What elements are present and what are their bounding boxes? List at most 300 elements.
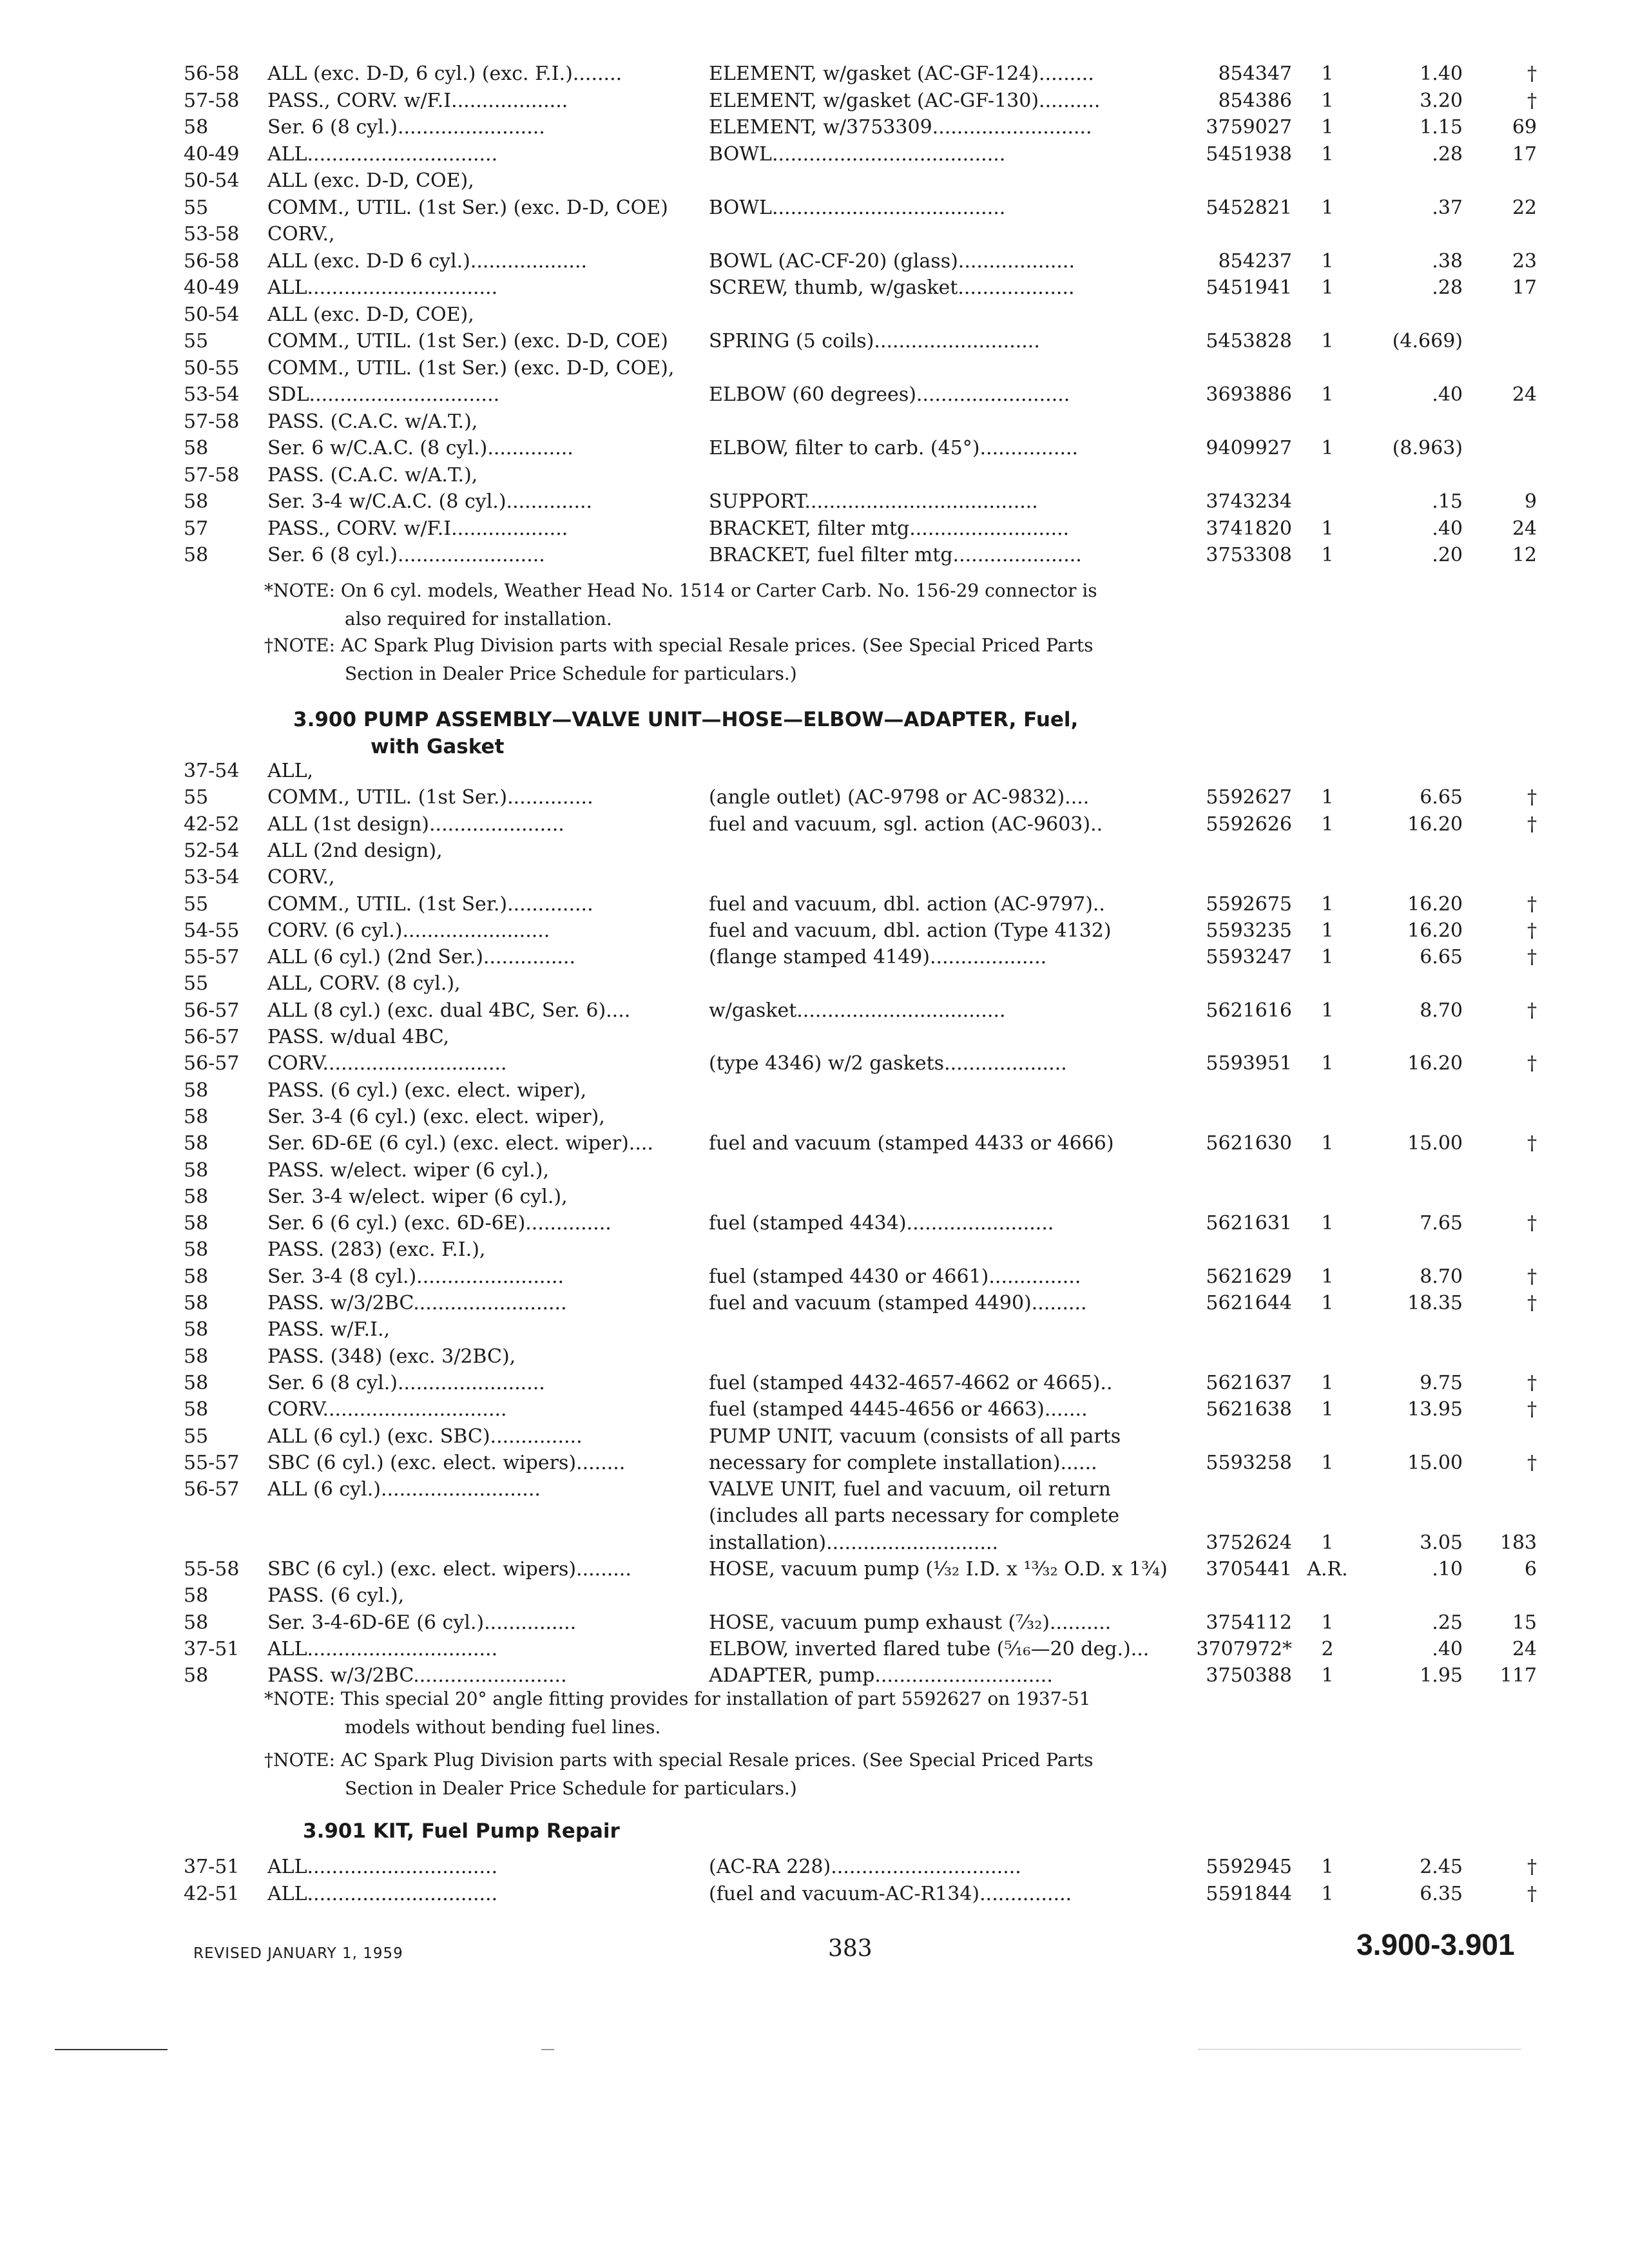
table-row (0, 356, 1629, 381)
cell-qty: 1 (1321, 1212, 1334, 1235)
cell-app: CORV., (267, 866, 335, 889)
cell-year: 40-49 (184, 276, 240, 299)
cell-qty: 1 (1321, 1883, 1334, 1905)
cell-app: Ser. 3-4 w/elect. wiper (6 cyl.), (267, 1185, 568, 1208)
cell-price: .25 (1432, 1611, 1463, 1634)
cell-desc: HOSE, vacuum pump (¹⁄₃₂ I.D. x ¹³⁄₃₂ O.D. x 1³⁄₄) (709, 1558, 1168, 1581)
cell-price: 7.65 (1420, 1212, 1463, 1235)
table-row (0, 61, 1629, 87)
cell-group: † (1527, 1856, 1537, 1878)
cell-app: PASS. (283) (exc. F.I.), (267, 1238, 486, 1262)
cell-app: COMM., UTIL. (1st Ser.).............. (267, 786, 593, 809)
cell-qty: 1 (1321, 62, 1334, 85)
cell-year: 53-54 (184, 383, 240, 406)
cell-year: 58 (184, 1398, 209, 1421)
cell-qty: 1 (1321, 1052, 1334, 1075)
cell-app: PASS. (6 cyl.) (exc. elect. wiper), (267, 1079, 587, 1102)
cell-qty: 1 (1321, 786, 1334, 809)
cell-app: Ser. 3-4-6D-6E (6 cyl.)............... (267, 1611, 577, 1634)
cell-group: † (1527, 1371, 1537, 1394)
cell-desc: ELEMENT, w/3753309.......................... (709, 116, 1092, 139)
cell-year: 58 (184, 544, 209, 566)
cell-app: ALL............................... (267, 1856, 498, 1878)
cell-app: COMM., UTIL. (1st Ser.) (exc. D-D, COE) (267, 330, 668, 352)
cell-part: 5451938 (1206, 142, 1292, 166)
cell-app: ALL............................... (267, 1637, 498, 1660)
cell-group: 6 (1524, 1558, 1537, 1581)
cell-part: 854347 (1218, 62, 1292, 85)
cell-group: 24 (1512, 383, 1537, 406)
cell-year: 56-57 (184, 999, 240, 1022)
cell-price: 2.45 (1420, 1856, 1463, 1878)
cell-desc: SUPPORT...................................... (709, 490, 1038, 513)
section-heading-3-900-cont: with Gasket (371, 735, 505, 758)
cell-desc: HOSE, vacuum pump exhaust (⁷⁄₃₂).......... (709, 1611, 1112, 1634)
cell-desc: PUMP UNIT, vacuum (consists of all parts (709, 1425, 1121, 1448)
cell-app: ALL (exc. D-D, 6 cyl.) (exc. F.I.)........ (267, 62, 622, 85)
cell-part: 3743234 (1206, 490, 1292, 513)
cell-year: 57-58 (184, 463, 240, 486)
table-row (0, 865, 1629, 890)
cell-app: ALL, CORV. (8 cyl.), (267, 972, 461, 995)
cell-part: 5621631 (1206, 1212, 1292, 1235)
cell-price: 16.20 (1407, 919, 1463, 942)
cell-year: 58 (184, 490, 209, 513)
cell-qty: 1 (1321, 892, 1334, 916)
cell-desc: ELBOW, filter to carb. (45°)................ (709, 437, 1079, 459)
cell-year: 55 (184, 1425, 209, 1448)
cell-app: ALL (8 cyl.) (exc. dual 4BC, Ser. 6).... (267, 999, 631, 1022)
cell-desc: SCREW, thumb, w/gasket................... (709, 276, 1075, 299)
table-row (0, 249, 1629, 274)
cell-app: Ser. 3-4 (6 cyl.) (exc. elect. wiper), (267, 1105, 605, 1128)
cell-app: ALL (1st design)...................... (267, 812, 564, 836)
cell-year: 58 (184, 1132, 209, 1155)
cell-app: Ser. 6D-6E (6 cyl.) (exc. elect. wiper).... (267, 1132, 653, 1155)
dagger-note-2 (264, 1746, 1186, 1803)
cell-desc: fuel and vacuum, dbl. action (Type 4132) (709, 919, 1112, 942)
table-row (0, 222, 1629, 247)
cell-group: † (1527, 1212, 1537, 1235)
cell-price: 3.05 (1420, 1531, 1463, 1554)
cell-qty: 1 (1321, 1292, 1334, 1314)
cell-qty: 1 (1321, 249, 1334, 273)
cell-part: 5621637 (1206, 1371, 1292, 1394)
cell-year: 58 (184, 1158, 209, 1182)
cell-year: 56-58 (184, 62, 240, 85)
cell-app: PASS. (6 cyl.), (267, 1584, 405, 1608)
cell-desc: fuel (stamped 4434)........................ (709, 1212, 1054, 1235)
cell-app: PASS., CORV. w/F.I................... (267, 517, 568, 540)
cell-desc: fuel (stamped 4432-4657-4662 or 4665).. (709, 1371, 1113, 1394)
table-row (0, 195, 1629, 221)
cell-qty: 1 (1321, 437, 1334, 459)
cell-qty: 1 (1321, 517, 1334, 540)
table-row (0, 1237, 1629, 1263)
cell-desc: BRACKET, fuel filter mtg..................... (709, 544, 1082, 566)
cell-qty: 1 (1321, 1856, 1334, 1878)
revised-date: REVISED JANUARY 1, 1959 (193, 1945, 403, 1962)
cell-app: PASS. w/elect. wiper (6 cyl.), (267, 1158, 550, 1182)
cell-desc: fuel (stamped 4430 or 4661)............... (709, 1265, 1081, 1288)
cell-price: 18.35 (1407, 1292, 1463, 1314)
cell-group: † (1527, 1132, 1537, 1155)
table-row (0, 142, 1629, 168)
cell-app: ALL (exc. D-D, COE), (267, 303, 474, 326)
cell-app: CORV.............................. (267, 1052, 507, 1075)
cell-qty: 1 (1321, 1371, 1334, 1394)
table-row (0, 1477, 1629, 1503)
cell-price: (8.963) (1392, 437, 1463, 459)
table-row (0, 409, 1629, 435)
cell-price: 8.70 (1420, 999, 1463, 1022)
table-row (0, 998, 1629, 1024)
cell-app: ALL............................... (267, 142, 498, 166)
cell-year: 53-54 (184, 866, 240, 889)
cell-year: 50-54 (184, 303, 240, 326)
cell-price: 15.00 (1407, 1132, 1463, 1155)
cell-price: 1.15 (1420, 116, 1463, 139)
cell-qty: A.R. (1307, 1558, 1348, 1581)
cell-app: ALL (6 cyl.).......................... (267, 1478, 541, 1501)
cell-qty: 1 (1321, 1531, 1334, 1554)
cell-qty: 1 (1321, 919, 1334, 942)
cell-year: 58 (184, 1371, 209, 1394)
cell-desc: BOWL (AC-CF-20) (glass)................... (709, 249, 1075, 273)
cell-group: 117 (1499, 1664, 1537, 1687)
cell-price: 6.35 (1420, 1883, 1463, 1905)
cell-group: † (1527, 1883, 1537, 1905)
table-row (0, 88, 1629, 114)
cell-part: 3750388 (1206, 1664, 1292, 1687)
cell-price: .38 (1432, 249, 1463, 273)
cell-year: 58 (184, 1664, 209, 1687)
cell-group: † (1527, 62, 1537, 85)
cell-price: 9.75 (1420, 1371, 1463, 1394)
table-row (0, 1881, 1629, 1907)
cell-part: 5593235 (1206, 919, 1292, 942)
table-row (0, 1024, 1629, 1050)
cell-qty: 1 (1321, 1611, 1334, 1634)
cell-price: 6.65 (1420, 946, 1463, 969)
cell-qty: 1 (1321, 1398, 1334, 1421)
cell-desc: (AC-RA 228)............................... (709, 1856, 1021, 1878)
cell-year: 56-57 (184, 1026, 240, 1048)
cell-group: 9 (1524, 490, 1537, 513)
cell-group: † (1527, 1292, 1537, 1314)
cell-group: † (1527, 999, 1537, 1022)
table-row (0, 1291, 1629, 1316)
cell-year: 53-58 (184, 223, 240, 245)
cell-app: PASS. (C.A.C. w/A.T.), (267, 410, 478, 433)
cell-part: 3753308 (1206, 544, 1292, 566)
cell-app: PASS. (348) (exc. 3/2BC), (267, 1345, 516, 1368)
cell-desc: BRACKET, filter mtg.......................... (709, 517, 1070, 540)
cell-year: 42-52 (184, 812, 240, 836)
cell-group: † (1527, 812, 1537, 836)
cell-group: 24 (1512, 1637, 1537, 1660)
cell-part: 5621638 (1206, 1398, 1292, 1421)
dagger-note-1-line2: Section in Dealer Price Schedule for particulars.) (345, 663, 797, 684)
cell-year: 37-51 (184, 1637, 240, 1660)
dagger-note-1 (264, 631, 1186, 688)
cell-year: 58 (184, 1318, 209, 1341)
cell-part: 5451941 (1206, 276, 1292, 299)
cell-app: COMM., UTIL. (1st Ser.).............. (267, 892, 593, 916)
cell-part: 3752624 (1206, 1531, 1292, 1554)
cell-qty: 2 (1321, 1637, 1334, 1660)
cell-desc: installation)............................ (709, 1531, 999, 1554)
cell-qty: 1 (1321, 196, 1334, 219)
cell-group: † (1527, 89, 1537, 112)
cell-app: ALL............................... (267, 276, 498, 299)
cell-qty: 1 (1321, 1265, 1334, 1288)
cell-app: CORV.............................. (267, 1398, 507, 1421)
table-row (0, 463, 1629, 488)
cell-desc: (type 4346) w/2 gaskets.................... (709, 1052, 1067, 1075)
cell-price: .10 (1432, 1558, 1463, 1581)
scan-mark-center (541, 2049, 554, 2050)
cell-part: 3693886 (1206, 383, 1292, 406)
star-note-1 (264, 577, 1186, 633)
star-note-1-line1: *NOTE: On 6 cyl. models, Weather Head No. 1514 or Carter Carb. No. 156-29 connector is (264, 580, 1097, 601)
table-row (0, 1557, 1629, 1582)
cell-qty: 1 (1321, 1664, 1334, 1687)
cell-app: Ser. 6 (6 cyl.) (exc. 6D-6E).............. (267, 1212, 612, 1235)
cell-part: 9409927 (1206, 437, 1292, 459)
table-row (0, 1264, 1629, 1290)
cell-year: 52-54 (184, 839, 240, 862)
cell-year: 55-58 (184, 1558, 240, 1581)
table-row (0, 1397, 1629, 1423)
cell-desc: (fuel and vacuum-AC-R134)............... (709, 1883, 1072, 1905)
table-row (0, 543, 1629, 568)
table-row (0, 1503, 1629, 1529)
cell-app: PASS. w/3/2BC......................... (267, 1292, 567, 1314)
cell-year: 58 (184, 1238, 209, 1262)
cell-qty: 1 (1321, 1132, 1334, 1155)
cell-desc: ELEMENT, w/gasket (AC-GF-124)......... (709, 62, 1094, 85)
cell-part: 5621630 (1206, 1132, 1292, 1155)
dagger-note-1-line1: †NOTE: AC Spark Plug Division parts with special Resale prices. (See Special Priced Parts (264, 635, 1094, 656)
cell-qty: 1 (1321, 383, 1334, 406)
cell-year: 54-55 (184, 919, 240, 942)
cell-qty: 1 (1321, 544, 1334, 566)
table-row (0, 1317, 1629, 1343)
cell-desc: (includes all parts necessary for complete (709, 1504, 1120, 1528)
cell-qty: 1 (1321, 276, 1334, 299)
cell-group: 17 (1512, 276, 1537, 299)
scan-mark-left (55, 2049, 168, 2050)
table-row (0, 516, 1629, 542)
cell-price: 15.00 (1407, 1451, 1463, 1474)
table-row (0, 382, 1629, 408)
cell-app: ALL, (267, 760, 314, 782)
cell-year: 58 (184, 1584, 209, 1608)
cell-part: 3741820 (1206, 517, 1292, 540)
cell-desc: w/gasket.................................. (709, 999, 1006, 1022)
cell-group: † (1527, 892, 1537, 916)
star-note-2-line1: *NOTE: This special 20° angle fitting provides for installation of part 5592627 on 1937-51 (264, 1688, 1091, 1709)
cell-app: CORV. (6 cyl.)........................ (267, 919, 550, 942)
cell-year: 37-54 (184, 760, 240, 782)
cell-part: 5593951 (1206, 1052, 1292, 1075)
cell-app: PASS. w/dual 4BC, (267, 1026, 450, 1048)
cell-part: 5453828 (1206, 330, 1292, 352)
cell-year: 55 (184, 892, 209, 916)
cell-qty: 1 (1321, 116, 1334, 139)
cell-desc: BOWL...................................... (709, 142, 1006, 166)
table-row (0, 436, 1629, 461)
cell-part: 5621616 (1206, 999, 1292, 1022)
cell-year: 55 (184, 196, 209, 219)
cell-app: COMM., UTIL. (1st Ser.) (exc. D-D, COE) (267, 196, 668, 219)
table-row (0, 1131, 1629, 1157)
star-note-2 (264, 1685, 1186, 1742)
cell-year: 56-57 (184, 1478, 240, 1501)
cell-group: † (1527, 1398, 1537, 1421)
table-row (0, 168, 1629, 194)
cell-app: ALL (exc. D-D, COE), (267, 169, 474, 192)
table-row (0, 1637, 1629, 1662)
cell-price: 1.40 (1420, 62, 1463, 85)
cell-year: 57-58 (184, 410, 240, 433)
cell-group: † (1527, 1265, 1537, 1288)
cell-year: 58 (184, 1079, 209, 1102)
cell-app: Ser. 6 (8 cyl.)........................ (267, 1371, 545, 1394)
cell-price: .37 (1432, 196, 1463, 219)
cell-part: 5593247 (1206, 946, 1292, 969)
cell-desc: fuel and vacuum (stamped 4490)......... (709, 1292, 1087, 1314)
cell-price: .28 (1432, 142, 1463, 166)
cell-desc: ADAPTER, pump............................. (709, 1664, 1053, 1687)
cell-qty: 1 (1321, 142, 1334, 166)
cell-app: SBC (6 cyl.) (exc. elect. wipers)........ (267, 1451, 626, 1474)
section-heading-3-900: 3.900 PUMP ASSEMBLY—VALVE UNIT—HOSE—ELBOW—ADAPTER, Fuel, (293, 708, 1079, 731)
cell-app: Ser. 3-4 w/C.A.C. (8 cyl.).............. (267, 490, 593, 513)
cell-part: 854386 (1218, 89, 1292, 112)
cell-year: 57-58 (184, 89, 240, 112)
cell-app: ALL (6 cyl.) (2nd Ser.)............... (267, 946, 575, 969)
cell-year: 58 (184, 1212, 209, 1235)
table-row (0, 758, 1629, 784)
cell-group: † (1527, 946, 1537, 969)
table-row (0, 1424, 1629, 1450)
cell-part: 5452821 (1206, 196, 1292, 219)
cell-group: 17 (1512, 142, 1537, 166)
cell-year: 50-55 (184, 356, 240, 380)
table-row (0, 489, 1629, 515)
table-row (0, 115, 1629, 140)
table-row (0, 812, 1629, 838)
table-row (0, 971, 1629, 997)
dagger-note-2-line2: Section in Dealer Price Schedule for particulars.) (345, 1778, 797, 1799)
cell-part: 5592626 (1206, 812, 1292, 836)
cell-app: Ser. 6 (8 cyl.)........................ (267, 116, 545, 139)
cell-group: 15 (1512, 1611, 1537, 1634)
cell-qty: 1 (1321, 946, 1334, 969)
cell-year: 58 (184, 1611, 209, 1634)
cell-price: .20 (1432, 544, 1463, 566)
star-note-2-line2: models without bending fuel lines. (345, 1716, 661, 1738)
cell-qty: 1 (1321, 330, 1334, 352)
cell-part: 5592945 (1206, 1856, 1292, 1878)
cell-price: .40 (1432, 383, 1463, 406)
cell-part: 3705441 (1206, 1558, 1292, 1581)
cell-group: 183 (1499, 1531, 1537, 1554)
cell-price: .40 (1432, 1637, 1463, 1660)
cell-app: SDL............................... (267, 383, 500, 406)
cell-year: 58 (184, 1265, 209, 1288)
cell-part: 854237 (1218, 249, 1292, 273)
cell-app: ALL (2nd design), (267, 839, 443, 862)
cell-app: ALL............................... (267, 1883, 498, 1905)
cell-year: 37-51 (184, 1856, 240, 1878)
cell-desc: fuel (stamped 4445-4656 or 4663)....... (709, 1398, 1088, 1421)
cell-app: PASS. w/F.I., (267, 1318, 390, 1341)
table-row (0, 1450, 1629, 1476)
cell-app: ALL (6 cyl.) (exc. SBC)............... (267, 1425, 583, 1448)
cell-year: 58 (184, 437, 209, 459)
cell-app: SBC (6 cyl.) (exc. elect. wipers)......... (267, 1558, 631, 1581)
cell-qty: 1 (1321, 89, 1334, 112)
cell-app: Ser. 6 w/C.A.C. (8 cyl.).............. (267, 437, 574, 459)
cell-qty: 1 (1321, 1451, 1334, 1474)
cell-year: 56-58 (184, 249, 240, 273)
cell-app: PASS. (C.A.C. w/A.T.), (267, 463, 478, 486)
star-note-1-line2: also required for installation. (345, 608, 612, 629)
cell-app: PASS., CORV. w/F.I................... (267, 89, 568, 112)
cell-part: 5621644 (1206, 1292, 1292, 1314)
cell-year: 50-54 (184, 169, 240, 192)
cell-desc: ELEMENT, w/gasket (AC-GF-130).......... (709, 89, 1101, 112)
cell-part: 5593258 (1206, 1451, 1292, 1474)
cell-app: Ser. 6 (8 cyl.)........................ (267, 544, 545, 566)
cell-desc: SPRING (5 coils)........................... (709, 330, 1040, 352)
cell-price: 1.95 (1420, 1664, 1463, 1687)
cell-year: 40-49 (184, 142, 240, 166)
cell-desc: (flange stamped 4149)................... (709, 946, 1047, 969)
cell-price: 16.20 (1407, 892, 1463, 916)
cell-price: 8.70 (1420, 1265, 1463, 1288)
section-range: 3.900-3.901 (1356, 1928, 1515, 1961)
table-row (0, 1104, 1629, 1130)
cell-year: 58 (184, 1105, 209, 1128)
table-row (0, 1211, 1629, 1236)
cell-desc: fuel and vacuum, dbl. action (AC-9797).. (709, 892, 1105, 916)
table-row (0, 1854, 1629, 1880)
cell-group: 22 (1512, 196, 1537, 219)
table-row (0, 892, 1629, 918)
cell-group: † (1527, 919, 1537, 942)
cell-year: 58 (184, 1185, 209, 1208)
cell-price: .28 (1432, 276, 1463, 299)
table-row (0, 329, 1629, 354)
cell-year: 55 (184, 972, 209, 995)
cell-app: Ser. 3-4 (8 cyl.)........................ (267, 1265, 564, 1288)
cell-app: COMM., UTIL. (1st Ser.) (exc. D-D, COE), (267, 356, 675, 380)
cell-part: 3759027 (1206, 116, 1292, 139)
cell-part: 5621629 (1206, 1265, 1292, 1288)
table-row (0, 1184, 1629, 1210)
cell-group: † (1527, 786, 1537, 809)
cell-desc: fuel and vacuum (stamped 4433 or 4666) (709, 1132, 1114, 1155)
table-row (0, 918, 1629, 944)
cell-year: 55-57 (184, 1451, 240, 1474)
cell-desc: ELBOW, inverted flared tube (⁵⁄₁₆—20 deg.)... (709, 1637, 1150, 1660)
cell-price: 6.65 (1420, 786, 1463, 809)
cell-price: 13.95 (1407, 1398, 1463, 1421)
